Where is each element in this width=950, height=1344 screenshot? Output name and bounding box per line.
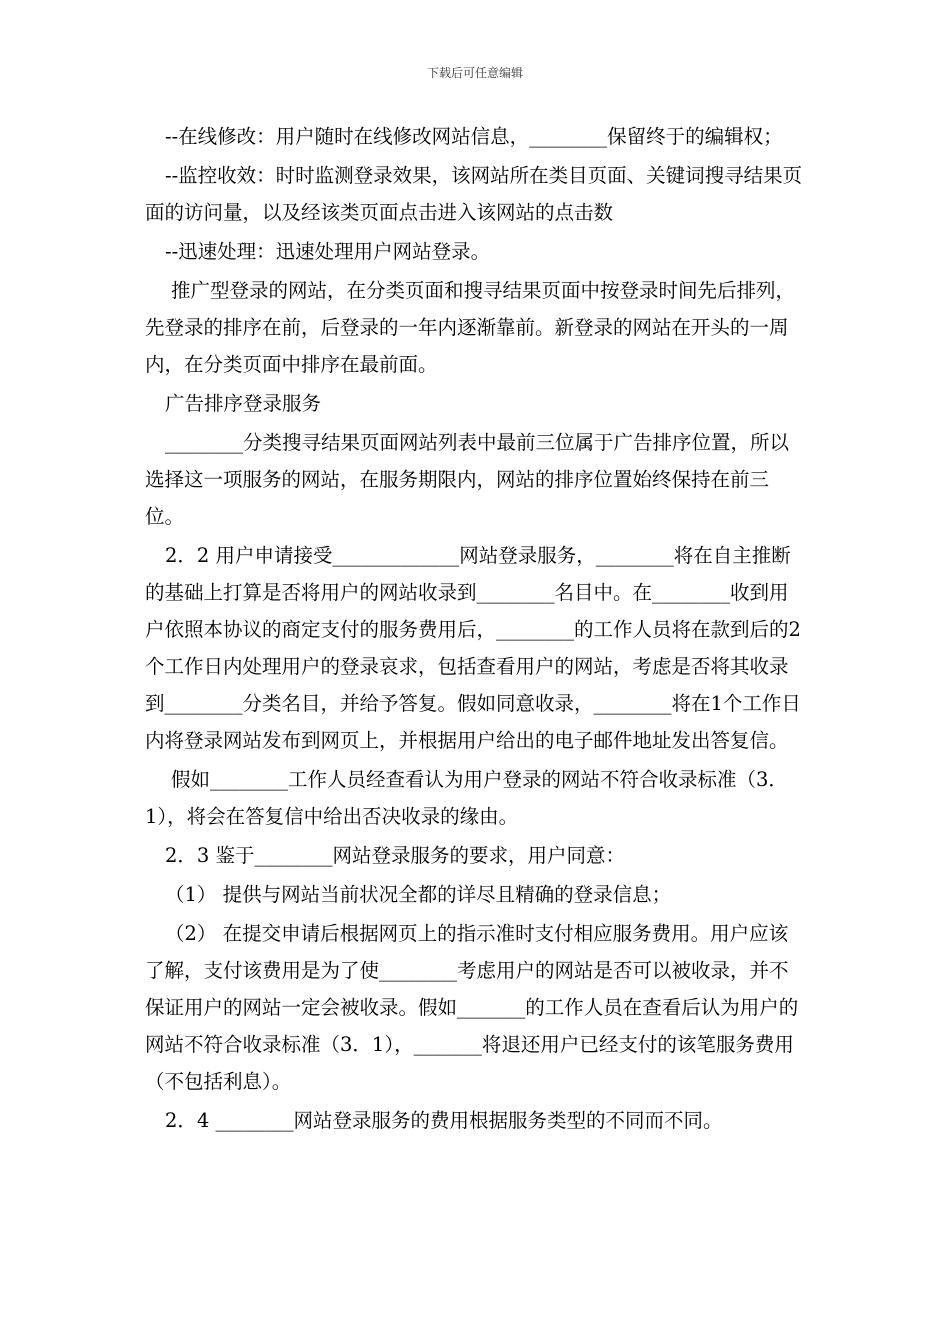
paragraph-rejection: 假如________工作人员经查看认为用户登录的网站不符合收录标准（3．1），将会在答复信中给出否决收录的缘由。	[145, 768, 788, 828]
paragraph-quick-processing: --迅速处理：迅速处理用户网站登录。	[165, 240, 491, 263]
paragraph-section-2-4: 2．4 ________网站登录服务的费用根据服务类型的不同而不同。	[165, 1109, 723, 1132]
paragraph-ad-ranking: ________分类搜寻结果页面网站列表中最前三位属于广告排序位置，所以选择这一项服务的网站，在服务期限内，网站的排序位置始终保持在前三位。	[145, 431, 790, 528]
paragraph-monitoring: --监控收效：时时监测登录效果，该网站所在类目页面、关键词搜寻结果页面的访问量，以及经该类页面点击进入该网站的点击数	[145, 164, 803, 224]
paragraph-ad-ranking-title: 广告排序登录服务	[165, 392, 322, 415]
paragraph-section-2-2: 2．2 用户申请接受_____________网站登录服务，________将在自主推断的基础上打算是否将用户的网站收录到________名目中。在________收到用户依照本协议的商定支付的服务费用后，________的工作人员将在款到后的2个工作日内处理用户的登录哀求，包括查看用户的网站，考虑是否将其收录到________分类名目，并给予答复。假如同意收录，________将在1个工作日内将登录网站发布到网页上，并根据用户给出的电子邮件地址发出答复信。	[145, 544, 801, 752]
document-body	[145, 118, 807, 1141]
page-header: 下载后可任意编辑	[426, 66, 523, 80]
paragraph-section-2-3: 2．3 鉴于________网站登录服务的要求，用户同意：	[165, 844, 626, 867]
paragraph-online-edit: --在线修改：用户随时在线修改网站信息，________保留终于的编辑权；	[165, 125, 783, 148]
paragraph-item-2: （2） 在提交申请后根据网页上的指示准时支付相应服务费用。用户应该了解，支付该费用是为了使________考虑用户的网站是否可以被收录，并不保证用户的网站一定会被收录。假如_______的工作人员在查看后认为用户的网站不符合收录标准（3．1），_______将退还用户已经支付的该笔服务费用（不包括利息）。	[145, 922, 799, 1093]
paragraph-item-1: （1） 提供与网站当前状况全都的详尽且精确的登录信息；	[165, 883, 672, 906]
paragraph-promotion-listing: 推广型登录的网站，在分类页面和搜寻结果页面中按登录时间先后排列，先登录的排序在前，后登录的一年内逐渐靠前。新登录的网站在开头的一周内，在分类页面中排序在最前面。	[145, 279, 796, 376]
